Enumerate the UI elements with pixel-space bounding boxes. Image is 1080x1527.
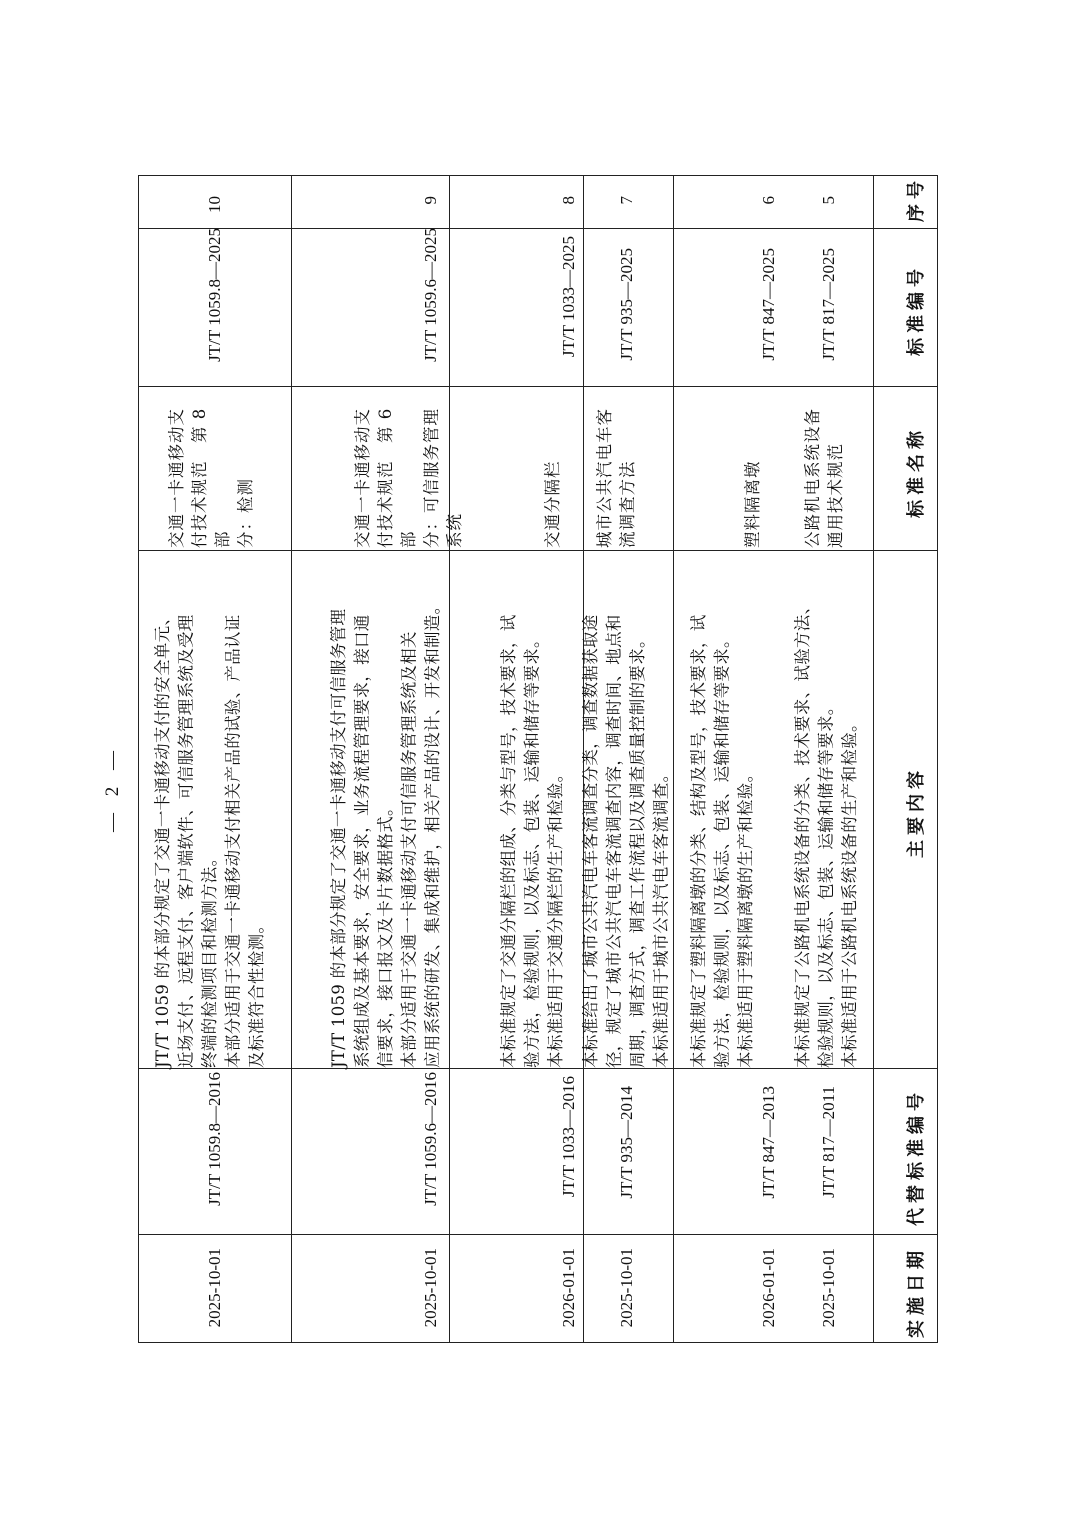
standards-table	[138, 175, 938, 1343]
header-name: 标准名称	[906, 426, 927, 518]
page-number: — 2 —	[102, 745, 123, 832]
standard-content: JT/T 1059 的本部分规定了交通一卡通移动支付的安全单元、 近场支付、远程支付、客户端软件、可信服务管理系统及受理 终端的检测项目和检测方法。 本部分适用于交通一卡通移动支付相关产品的试验、产品认证 及标准符合性检测。	[153, 608, 266, 1068]
standard-name: 交通分隔栏	[543, 460, 562, 548]
standard-content: 本标准给出了城市公共汽电车客流调查分类，调查数据获取途 径，规定了城市公共汽电车客流调查内容，调查时间、地点和 周期，调查方式，调查工作流程以及调查质量控制的要求。 本标准适用于城市公共汽电车客流调查。	[581, 614, 671, 1068]
standard-content: 本标准规定了公路机电系统设备的分类、技术要求、试验方法、 检验规则，以及标志、包装、运输和储存等要求。 本标准适用于公路机电系统设备的生产和检验。	[793, 597, 859, 1068]
table-row: 7 JT/T 935—2025 城市公共汽电车客 流调查方法 本标准给出了城市公共汽电车客流调查分类，调查数据获取途 径，规定了城市公共汽电车客流调查内容，调查时间、地点和 周期，调查方式，调查工作流程以及调查质量控制的要求。 本标准适用于城市公共汽电车客流调查。 JT/T 935—2014 2025-10-01	[583, 176, 673, 1342]
standard-name: 塑料隔离墩	[743, 460, 762, 548]
standard-content: 本标准规定了交通分隔栏的组成、分类与型号，技术要求，试 验方法，检验规则，以及标志、包装、运输和储存等要求。 本标准适用于交通分隔栏的生产和检验。	[499, 614, 565, 1068]
standard-content: JT/T 1059 的本部分规定了交通一卡通移动支付可信服务管理 系统组成及基本要求，安全要求，业务流程管理要求，接口通 信要求，接口报文及卡片数据格式。 本部分适用于交通一卡通移动支付可信服务管理系统及相关 应用系统的研发、集成和维护，相关产品的设计、开发和制造。	[329, 597, 442, 1068]
table-row: 5 JT/T 817—2025 公路机电系统设备 通用技术规范 本标准规定了公路机电系统设备的分类、技术要求、试验方法、 检验规则，以及标志、包装、运输和储存等要求。 本标准适用于公路机电系统设备的生产和检验。 JT/T 817—2011 2025-10-01	[779, 176, 873, 1342]
header-seq: 序号	[906, 176, 927, 222]
row-divider	[873, 176, 874, 1342]
standard-content: 本标准规定了塑料隔离墩的分类、结构及型号，技术要求，试 验方法，检验规则，以及标志、包装、运输和储存等要求。 本标准适用于塑料隔离墩的生产和检验。	[689, 614, 755, 1068]
header-date: 实施日期	[906, 1246, 927, 1338]
standard-name: 交通一卡通移动支 付技术规范 第 6 部 分：可信服务管理 系统	[353, 407, 464, 548]
standard-name: 公路机电系统设备 通用技术规范	[803, 408, 845, 548]
table-row: 10 JT/T 1059.8—2025 交通一卡通移动支 付技术规范 第 8 部 分：检测 JT/T 1059 的本部分规定了交通一卡通移动支付的安全单元、 近场支付、远程支付、客户端软件、可信服务管理系统及受理 终端的检测项目和检测方法。 本部分适用于交通一卡通移动支付相关产品的试验、产品认证 及标准符合性检测。 JT/T 1059.8—2016 2025-10-01	[139, 176, 291, 1342]
header-content: 主要内容	[906, 766, 927, 858]
table-row: 9 JT/T 1059.6—2025 交通一卡通移动支 付技术规范 第 6 部 分：可信服务管理 系统 JT/T 1059 的本部分规定了交通一卡通移动支付可信服务管理 系统组成及基本要求，安全要求，业务流程管理要求，接口通 信要求，接口报文及卡片数据格式。 本部分适用于交通一卡通移动支付可信服务管理系统及相关 应用系统的研发、集成和维护，相关产品的设计、开发和制造。 JT/T 1059.6—2016 2025-10-01	[329, 196, 464, 1328]
header-code: 标准编号	[906, 264, 927, 356]
header-replaced: 代替标准编号	[906, 1088, 927, 1226]
standard-name: 城市公共汽电车客 流调查方法	[595, 408, 637, 548]
standard-name: 交通一卡通移动支 付技术规范 第 8 部 分：检测	[167, 407, 255, 548]
table-row: 8 JT/T 1033—2025 交通分隔栏 本标准规定了交通分隔栏的组成、分类与型号，技术要求，试 验方法，检验规则，以及标志、包装、运输和储存等要求。 本标准适用于交通分隔栏的生产和检验。 JT/T 1033—2016 2026-01-01	[499, 196, 578, 1328]
table-row: 6 JT/T 847—2025 塑料隔离墩 本标准规定了塑料隔离墩的分类、结构及型号，技术要求，试 验方法，检验规则，以及标志、包装、运输和储存等要求。 本标准适用于塑料隔离墩的生产和检验。 JT/T 847—2013 2026-01-01	[689, 196, 778, 1328]
